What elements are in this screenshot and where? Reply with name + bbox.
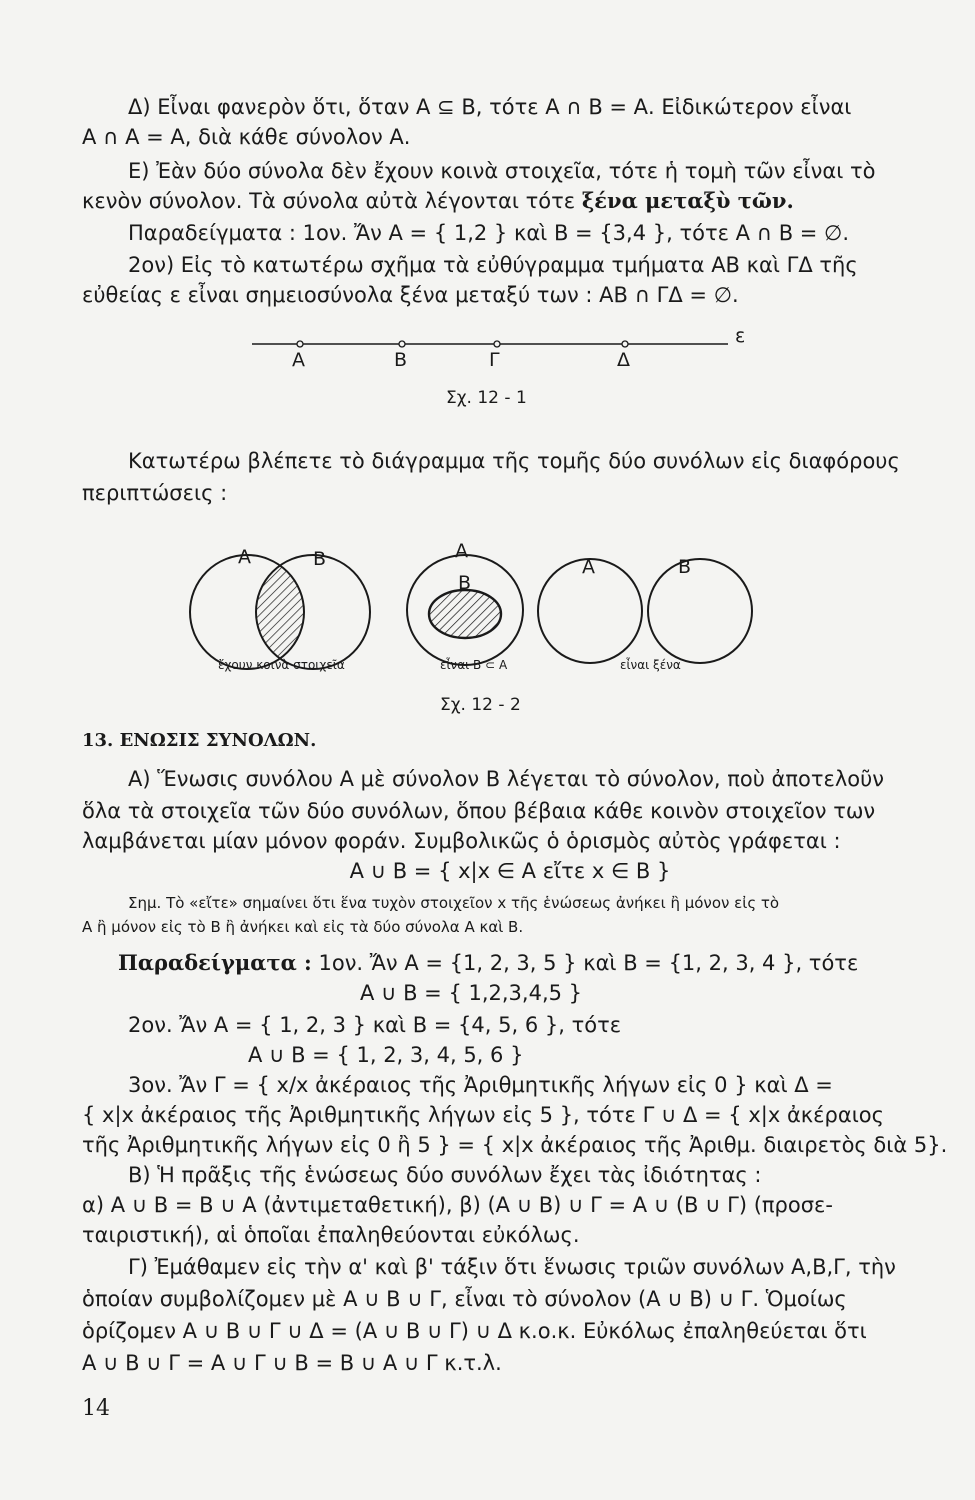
venn1-label-b: Β — [313, 548, 327, 570]
point-label-a: Α — [292, 349, 305, 371]
venn2-label-b: Β — [458, 572, 472, 594]
figure-caption: Σχ. 12 - 1 — [446, 388, 527, 408]
venn2-label-a: Α — [455, 540, 468, 562]
text-line: Β) Ἡ πρᾶξις τῆς ἑνώσεως δύο συνόλων ἔχει τὰς ἰδιότητας : — [128, 1163, 762, 1187]
emphasis-text: ξένα μεταξὺ τῶν. — [581, 188, 794, 213]
venn3-label-a: Α — [582, 556, 595, 578]
text-line: περιπτώσεις : — [82, 481, 228, 505]
text-line: 2ον) Εἰς τὸ κατωτέρω σχῆμα τὰ εὐθύγραμμα τμήματα ΑΒ καὶ ΓΔ τῆς — [128, 253, 858, 277]
venn1-label-a: Α — [238, 546, 251, 568]
venn2-circle-b — [429, 590, 501, 638]
formula: Α ∪ Β = { x|x ∈ Α εἴτε x ∈ Β } — [349, 859, 671, 883]
venn3-label-b: Β — [678, 556, 692, 578]
text-line: α) Α ∪ Β = Β ∪ Α (ἀντιμεταθετική), β) (Α ∪ Β) ∪ Γ = Α ∪ (Β ∪ Γ) (προσε- — [82, 1193, 833, 1217]
text-line: λαμβάνεται μίαν μόνον φοράν. Συμβολικῶς ὁ ὁρισμὸς αὐτὸς γράφεται : — [82, 829, 841, 853]
text-line: Γ) Ἐμάθαμεν εἰς τὴν α' καὶ β' τάξιν ὅτι ἕνωσις τριῶν συνόλων Α,Β,Γ, τὴν — [128, 1255, 896, 1279]
text-line: { x|x ἀκέραιος τῆς Ἀριθμητικῆς λήγων εἰς 5 }, τότε Γ ∪ Δ = { x|x ἀκέραιος — [82, 1103, 884, 1127]
text-line: Κατωτέρω βλέπετε τὸ διάγραμμα τῆς τομῆς δύο συνόλων εἰς διαφόρους — [128, 449, 900, 473]
point-label-g: Γ — [489, 349, 500, 371]
text-line: 3ον. Ἄν Γ = { x/x ἀκέραιος τῆς Ἀριθμητικῆς λήγων εἰς 0 } καὶ Δ = — [128, 1073, 833, 1097]
text-line: ὁρίζομεν Α ∪ Β ∪ Γ ∪ Δ = (Α ∪ Β ∪ Γ) ∪ Δ κ.ο.κ. Εὐκόλως ἐπαληθεύεται ὅτι — [82, 1319, 867, 1343]
text-line: Α ∩ Α = Α, διὰ κάθε σύνολον Α. — [82, 125, 411, 149]
venn3-caption: εἶναι ξένα — [620, 658, 681, 672]
text-line — [118, 948, 948, 978]
venn2-caption: εἶναι Β ⊂ Α — [440, 658, 508, 672]
note-line: Α ἢ μόνον εἰς τὸ Β ἢ ἀνήκει καὶ εἰς τὰ δύο σύνολα Α καὶ Β. — [82, 918, 524, 936]
page-number: 14 — [82, 1396, 110, 1421]
note-line: Σημ. Τὸ «εἴτε» σημαίνει ὅτι ἕνα τυχὸν στοιχεῖον x τῆς ἑνώσεως ἀνήκει ἢ μόνον εἰς τὸ — [128, 894, 780, 912]
text-line: 2ον. Ἄν Α = { 1, 2, 3 } καὶ Β = {4, 5, 6 }, τότε — [128, 1013, 622, 1037]
examples-label: Παραδείγματα : — [118, 950, 312, 975]
text-line: ὁποίαν συμβολίζομεν μὲ Α ∪ Β ∪ Γ, εἶναι τὸ σύνολον (Α ∪ Β) ∪ Γ. Ὁμοίως — [82, 1287, 847, 1311]
text-line: Α ∪ Β = { 1,2,3,4,5 } — [360, 981, 583, 1005]
text-segment: κενὸν σύνολον. Τὰ σύνολα αὐτὰ λέγονται τότε — [82, 189, 582, 213]
text-line: Παραδείγματα : 1ον. Ἄν Α = { 1,2 } καὶ Β = {3,4 }, τότε Α ∩ Β = ∅. — [128, 221, 850, 245]
text-line: Α) Ἕνωσις συνόλου Α μὲ σύνολον Β λέγεται τὸ σύνολον, ποὺ ἀποτελοῦν — [128, 767, 885, 791]
text-line: τῆς Ἀριθμητικῆς λήγων εἰς 0 ἢ 5 } = { x|x ἀκέραιος τῆς Ἀριθμ. διαιρετὸς διὰ 5}. — [82, 1133, 948, 1157]
text-line: Α ∪ Β = { 1, 2, 3, 4, 5, 6 } — [248, 1043, 524, 1067]
figure-caption: Σχ. 12 - 2 — [440, 695, 521, 715]
text-line: Α ∪ Β ∪ Γ = Α ∪ Γ ∪ Β = Β ∪ Α ∪ Γ κ.τ.λ. — [82, 1351, 502, 1375]
point-label-d: Δ — [617, 349, 630, 371]
text-line: εὐθείας ε εἶναι σημειοσύνολα ξένα μεταξύ των : ΑΒ ∩ ΓΔ = ∅. — [82, 283, 739, 307]
section-heading: 13. ΕΝΩΣΙΣ ΣΥΝΟΛΩΝ. — [82, 730, 317, 751]
text-segment: 1ον. Ἄν Α = {1, 2, 3, 5 } καὶ Β = {1, 2, 3, 4 }, τότε — [311, 951, 859, 975]
venn3-circle-b — [648, 559, 752, 663]
point-label-b: Β — [394, 349, 408, 371]
text-line: ταιριστική), αἱ ὁποῖαι ἐπαληθεύονται εὐκόλως. — [82, 1223, 580, 1247]
text-line: Δ) Εἶναι φανερὸν ὅτι, ὅταν Α ⊆ Β, τότε Α ∩ Β = Α. Εἰδικώτερον εἶναι — [128, 95, 852, 119]
text-line: Ε) Ἐὰν δύο σύνολα δὲν ἔχουν κοινὰ στοιχεῖα, τότε ἡ τομὴ τῶν εἶναι τὸ — [128, 159, 876, 183]
line-label-epsilon: ε — [735, 325, 746, 347]
text-line: ὅλα τὰ στοιχεῖα τῶν δύο συνόλων, ὅπου βέβαια κάθε κοινὸν στοιχεῖον των — [82, 799, 876, 823]
venn1-caption: ἔχουν κοινὰ στοιχεῖα — [218, 658, 345, 672]
